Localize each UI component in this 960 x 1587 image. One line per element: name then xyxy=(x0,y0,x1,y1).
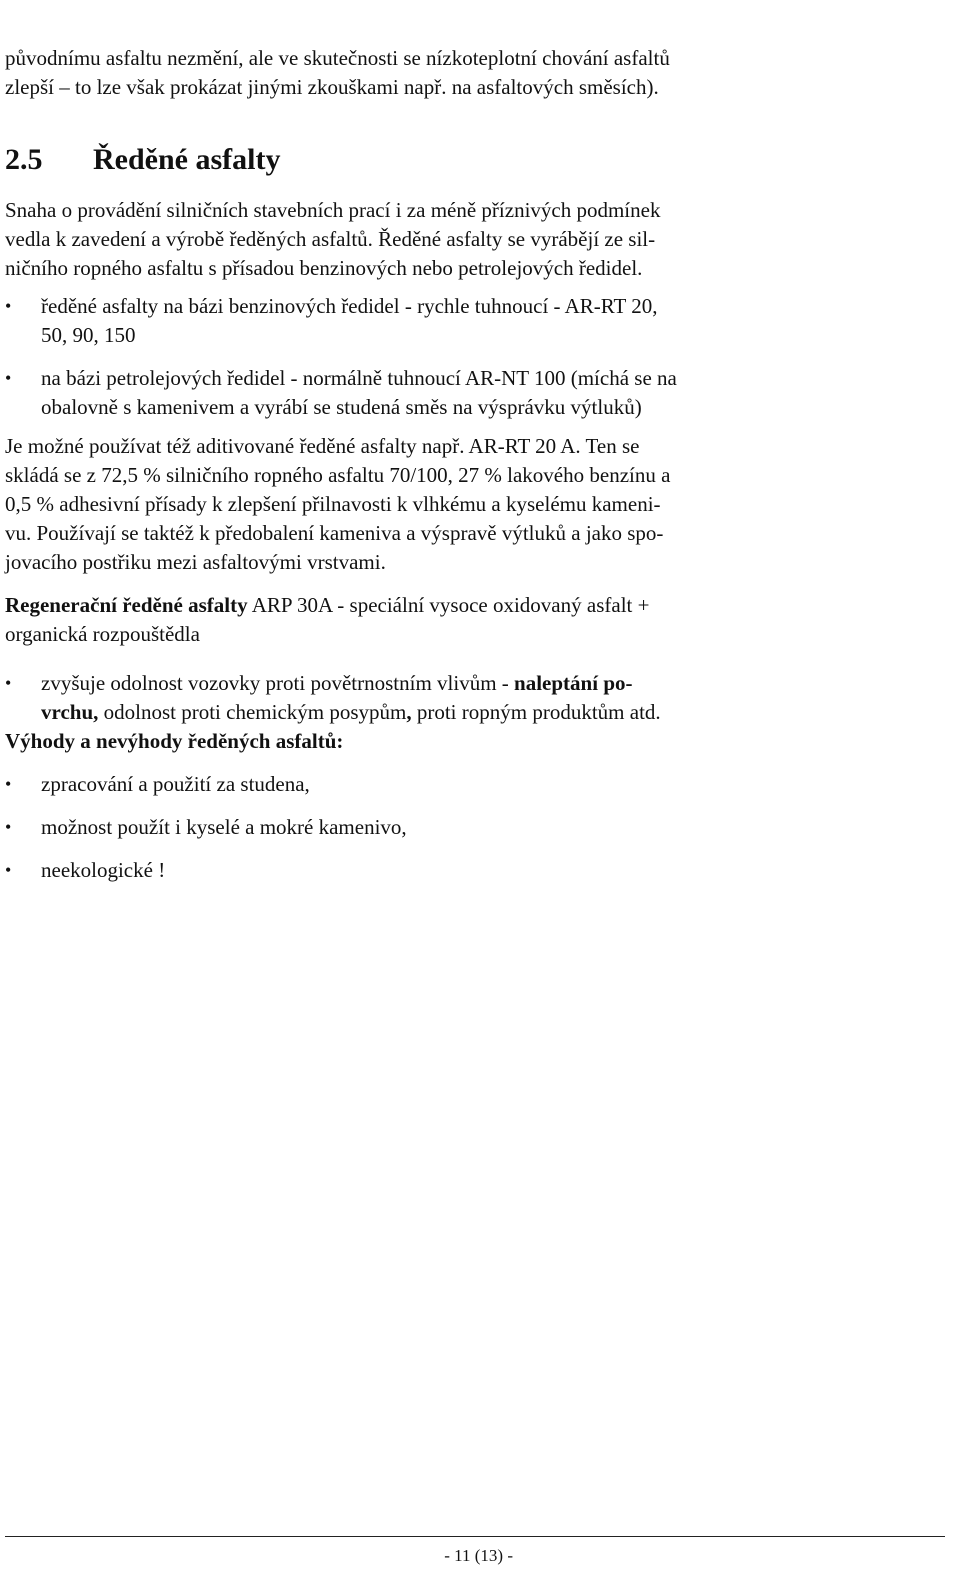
aditiv-line-4: vu. Používají se taktéž k předobalení kameniva a výspravě výtluků a jako spo- xyxy=(5,521,664,545)
aditiv-line-1: Je možné používat též aditivované ředěné asfalty např. AR-RT 20 A. Ten se xyxy=(5,434,640,458)
property-bold-1: naleptání po- xyxy=(514,671,633,695)
snaha-paragraph xyxy=(5,196,805,283)
regen-paragraph xyxy=(5,591,805,649)
regen-line-1-rest: ARP 30A - speciální vysoce oxidovaný asfalt + xyxy=(247,593,650,617)
snaha-line-3: ničního ropného asfaltu s přísadou benzinových nebo petrolejových ředidel. xyxy=(5,256,643,280)
property-text-3: proti ropným produktům atd. xyxy=(411,700,661,724)
list-item xyxy=(5,364,805,422)
advantages-heading: Výhody a nevýhody ředěných asfaltů: xyxy=(5,729,344,753)
aditiv-line-2: skládá se z 72,5 % silničního ropného asfaltu 70/100, 27 % lakového benzínu a xyxy=(5,463,671,487)
regen-term: Regenerační ředěné asfalty xyxy=(5,593,248,617)
property-bold-3: , xyxy=(406,700,412,724)
list-item xyxy=(5,292,805,350)
aditiv-line-5: jovacího postřiku mezi asfaltovými vrstvami. xyxy=(5,550,386,574)
section-number: 2.5 xyxy=(5,143,43,176)
bullet-icon: • xyxy=(5,368,12,388)
bullet-icon: • xyxy=(5,817,12,837)
advantage-text: neekologické ! xyxy=(41,858,166,882)
property-text-2: odolnost proti chemickým posypům xyxy=(98,700,407,724)
list-item xyxy=(5,770,805,799)
bullet-icon: • xyxy=(5,296,12,316)
intro-line-1: původnímu asfaltu nezmění, ale ve skutečnosti se nízkoteplotní chování asfaltů xyxy=(5,46,670,70)
intro-line-2: zlepší – to lze však prokázat jinými zkouškami např. na asfaltových směsích). xyxy=(5,75,659,99)
aditiv-line-3: 0,5 % adhesivní přísady k zlepšení přilnavosti k vlhkému a kyselému kameni- xyxy=(5,492,661,516)
regen-line-2: organická rozpouštědla xyxy=(5,622,200,646)
section-title: Ředěné asfalty xyxy=(93,143,281,176)
page-number: - 11 (13) - xyxy=(444,1546,513,1565)
list-item-line-2: 50, 90, 150 xyxy=(41,323,136,347)
bullet-icon: • xyxy=(5,774,12,794)
snaha-line-1: Snaha o provádění silničních stavebních prací i za méně příznivých podmínek xyxy=(5,198,661,222)
advantages-list xyxy=(5,770,805,885)
list-item xyxy=(5,856,805,885)
property-text-1: zvyšuje odolnost vozovky proti povětrnostním vlivům - xyxy=(41,671,515,695)
diluted-types-list xyxy=(5,292,805,422)
bullet-icon: • xyxy=(5,673,12,693)
footer-divider xyxy=(5,1536,945,1537)
list-item-line-2: obalovně s kamenivem a vyrábí se studená směs na výsprávku výtluků) xyxy=(41,395,642,419)
advantage-text: možnost použít i kyselé a mokré kamenivo, xyxy=(41,815,407,839)
list-item xyxy=(5,669,805,727)
section-heading xyxy=(5,140,805,180)
advantage-text: zpracování a použití za studena, xyxy=(41,772,310,796)
property-bold-2: vrchu, xyxy=(41,700,99,724)
list-item-line-1: ředěné asfalty na bázi benzinových ředidel - rychle tuhnoucí - AR-RT 20, xyxy=(41,294,658,318)
aditiv-paragraph xyxy=(5,432,805,577)
regen-properties-list xyxy=(5,669,805,727)
list-item xyxy=(5,813,805,842)
snaha-line-2: vedla k zavedení a výrobě ředěných asfaltů. Ředěné asfalty se vyrábějí ze sil- xyxy=(5,227,656,251)
document-page xyxy=(5,44,805,899)
intro-paragraph xyxy=(5,44,805,102)
list-item-line-1: na bázi petrolejových ředidel - normálně tuhnoucí AR-NT 100 (míchá se na xyxy=(41,366,677,390)
bullet-icon: • xyxy=(5,860,12,880)
